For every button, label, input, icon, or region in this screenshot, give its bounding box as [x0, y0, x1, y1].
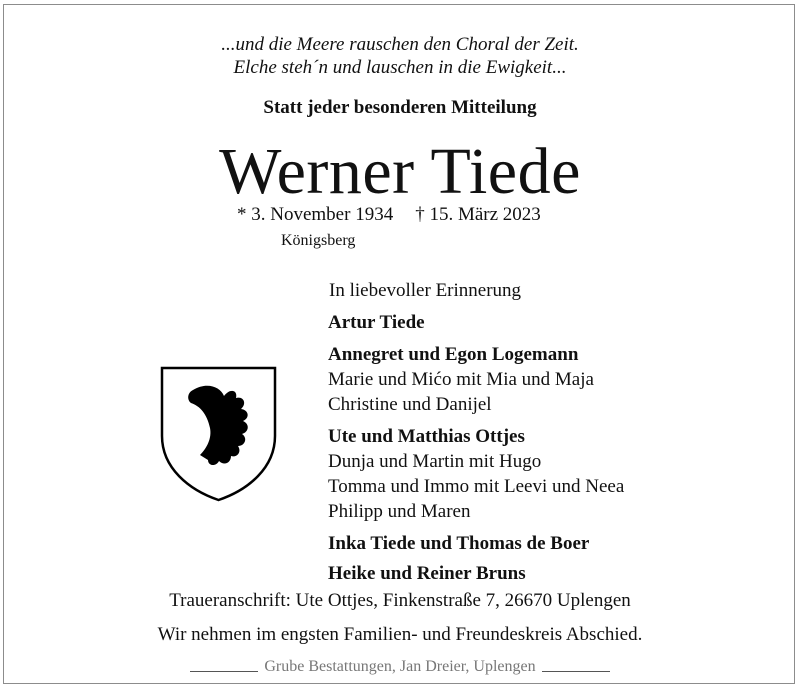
footer-rule-right — [542, 662, 610, 672]
announcement: Statt jeder besonderen Mitteilung — [263, 97, 537, 118]
birth-date: * 3. November 1934 — [237, 204, 394, 225]
birthplace: Königsberg — [281, 232, 356, 249]
death-date: † 15. März 2023 — [415, 204, 541, 225]
family-member: Philipp und Maren — [328, 501, 471, 522]
family-member: Tomma und Immo mit Leevi und Neea — [328, 476, 625, 497]
life-dates — [237, 204, 541, 226]
funeral-home-credit: Grube Bestattungen, Jan Dreier, Uplengen — [264, 658, 536, 675]
footer-rule-left — [190, 662, 258, 672]
footer — [190, 658, 610, 676]
elk-antler-shield-icon — [160, 366, 277, 502]
poem-line-1: ...und die Meere rauschen den Choral der Zeit. — [221, 34, 579, 55]
family-member: Annegret und Egon Logemann — [328, 344, 579, 365]
deceased-name: Werner Tiede — [219, 135, 581, 208]
family-member: Heike und Reiner Bruns — [328, 563, 526, 584]
family-member: Marie und Mićo mit Mia und Maja — [328, 369, 594, 390]
family-member: Ute und Matthias Ottjes — [328, 426, 525, 447]
mourning-address: Traueranschrift: Ute Ottjes, Finkenstraße 7, 26670 Uplengen — [169, 590, 631, 611]
family-member: Inka Tiede und Thomas de Boer — [328, 533, 590, 554]
family-member: Artur Tiede — [328, 312, 425, 333]
family-list — [328, 310, 624, 586]
family-member: Dunja und Martin mit Hugo — [328, 451, 542, 472]
closing-text: Wir nehmen im engsten Familien- und Freundeskreis Abschied. — [157, 624, 643, 645]
poem — [0, 33, 800, 79]
family-member: Christine und Danijel — [328, 394, 492, 415]
poem-line-2: Elche steh´n und lauschen in die Ewigkeit... — [233, 57, 567, 78]
memorial-line: In liebevoller Erinnerung — [329, 280, 522, 301]
